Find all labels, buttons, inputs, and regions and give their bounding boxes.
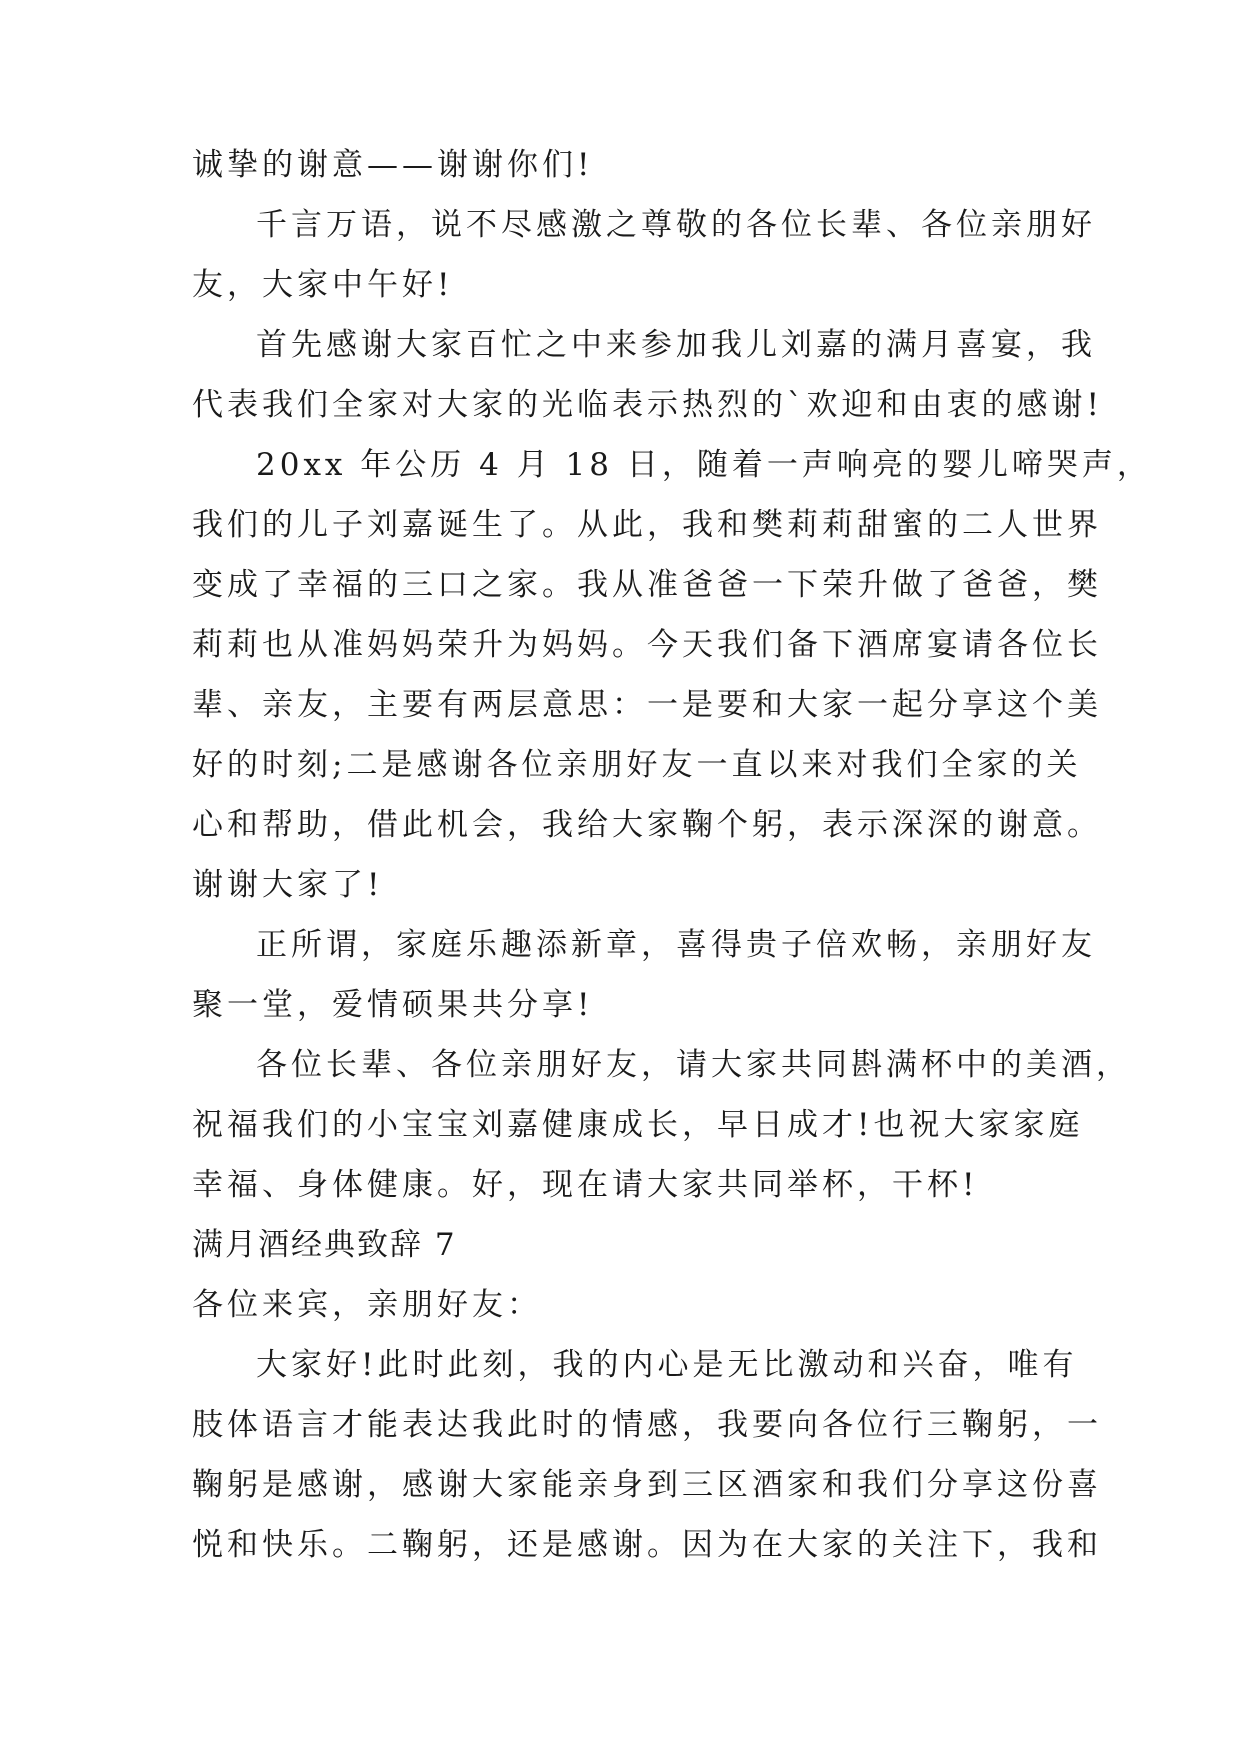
section-heading: 满月酒经典致辞 7	[192, 1227, 457, 1263]
text-line: 大家好!此时此刻，我的内心是无比激动和兴奋，唯有	[256, 1347, 1078, 1383]
text-line: 变成了幸福的三口之家。我从准爸爸一下荣升做了爸爸，樊	[192, 567, 1102, 603]
text-line: 20xx 年公历 4 月 18 日，随着一声响亮的婴儿啼哭声，	[256, 447, 1152, 483]
text-line: 谢谢大家了!	[192, 867, 384, 903]
text-line: 聚一堂，爱情硕果共分享!	[192, 987, 594, 1023]
text-line: 诚挚的谢意——谢谢你们!	[192, 147, 594, 183]
text-line: 首先感谢大家百忙之中来参加我儿刘嘉的满月喜宴，我	[256, 327, 1096, 363]
salutation-line: 各位来宾，亲朋好友：	[192, 1287, 542, 1323]
text-line: 鞠躬是感谢，感谢大家能亲身到三区酒家和我们分享这份喜	[192, 1467, 1102, 1503]
text-line: 悦和快乐。二鞠躬，还是感谢。因为在大家的关注下，我和	[192, 1527, 1102, 1563]
text-line: 莉莉也从准妈妈荣升为妈妈。今天我们备下酒席宴请各位长	[192, 627, 1102, 663]
text-line: 正所谓，家庭乐趣添新章，喜得贵子倍欢畅，亲朋好友	[256, 927, 1096, 963]
text-line: 我们的儿子刘嘉诞生了。从此，我和樊莉莉甜蜜的二人世界	[192, 507, 1102, 543]
text-line: 幸福、身体健康。好，现在请大家共同举杯，干杯!	[192, 1167, 979, 1203]
text-line: 肢体语言才能表达我此时的情感，我要向各位行三鞠躬，一	[192, 1407, 1102, 1443]
text-line: 友，大家中午好!	[192, 267, 454, 303]
text-line: 代表我们全家对大家的光临表示热烈的`欢迎和由衷的感谢!	[192, 387, 1103, 423]
document-body	[192, 135, 1152, 1575]
text-line: 心和帮助，借此机会，我给大家鞠个躬，表示深深的谢意。	[192, 807, 1102, 843]
text-line: 各位长辈、各位亲朋好友，请大家共同斟满杯中的美酒，	[256, 1047, 1131, 1083]
text-line: 祝福我们的小宝宝刘嘉健康成长，早日成才!也祝大家家庭	[192, 1107, 1084, 1143]
text-line: 好的时刻;二是感谢各位亲朋好友一直以来对我们全家的关	[192, 747, 1082, 783]
text-line: 辈、亲友，主要有两层意思：一是要和大家一起分享这个美	[192, 687, 1102, 723]
text-line: 千言万语，说不尽感激之尊敬的各位长辈、各位亲朋好	[256, 207, 1096, 243]
